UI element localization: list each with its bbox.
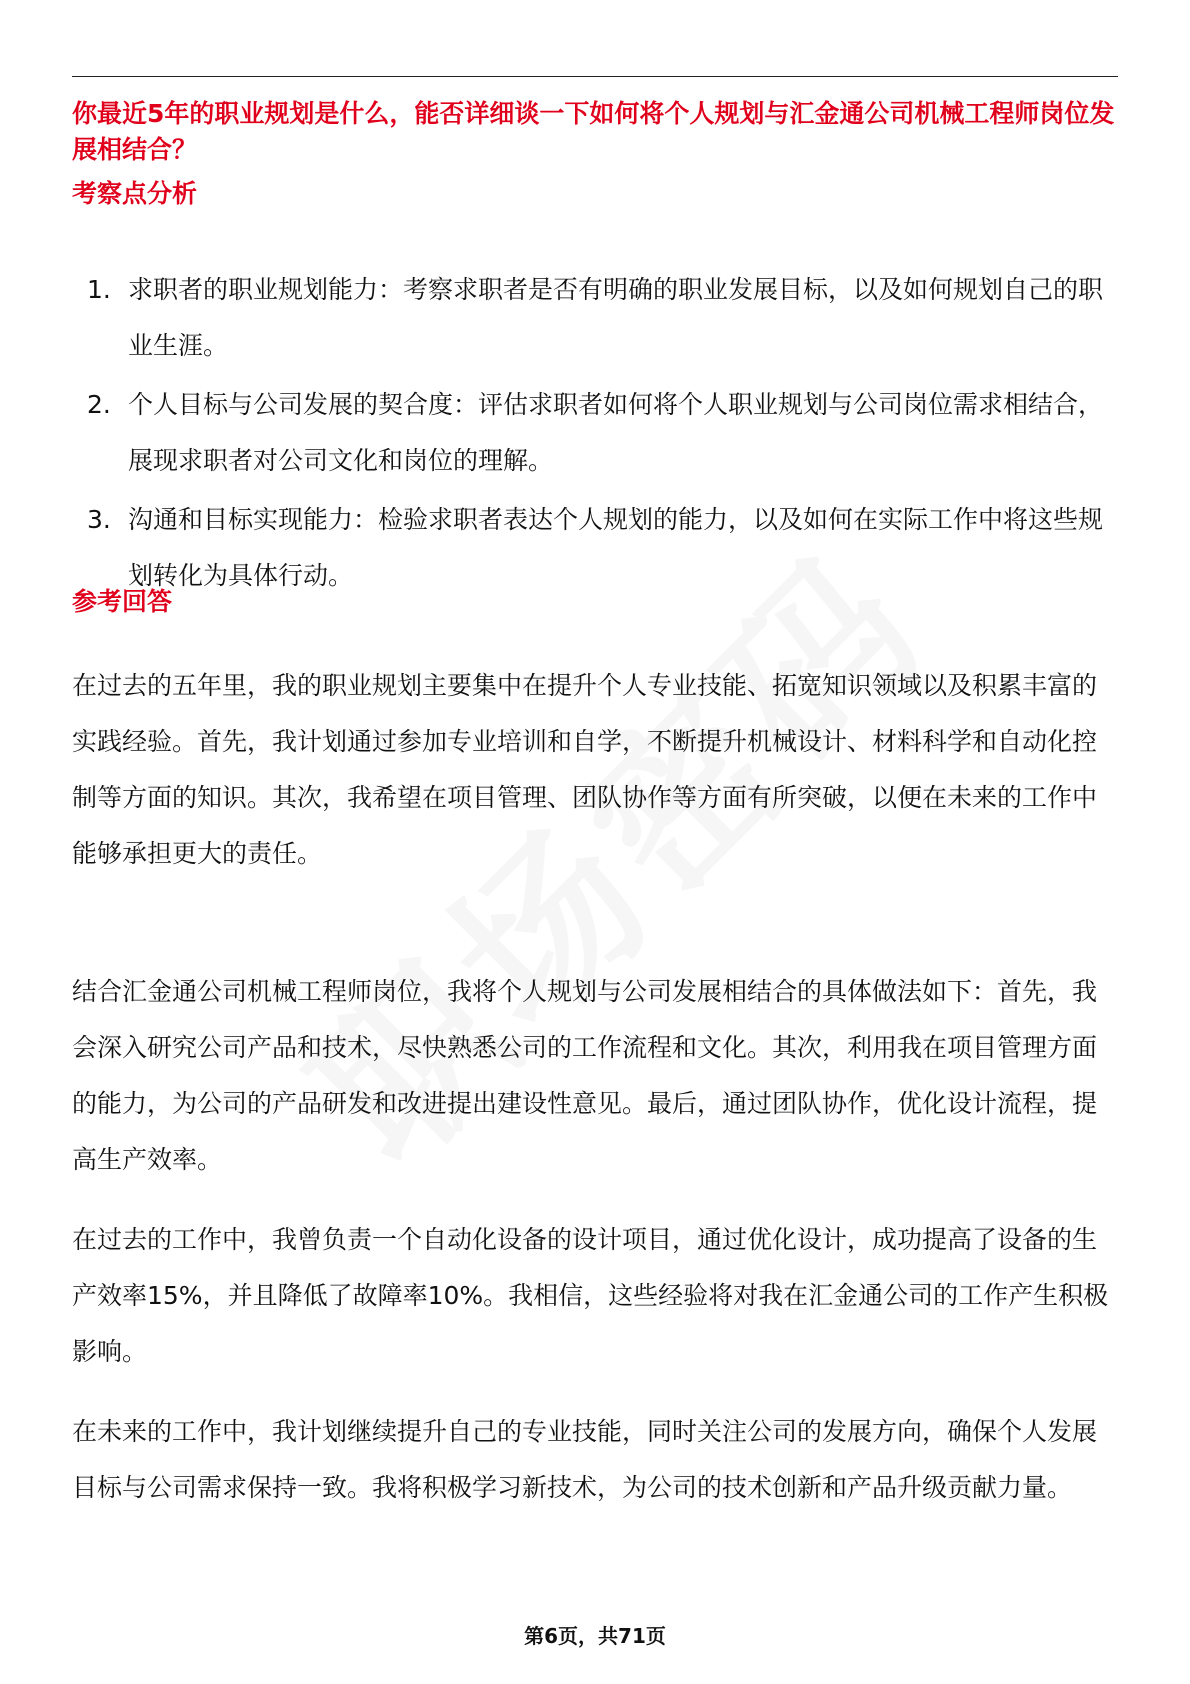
answer-paragraph: 在过去的工作中，我曾负责一个自动化设备的设计项目，通过优化设计，成功提高了设备的生产效率15%，并且降低了故障率10%。我相信，这些经验将对我在汇金通公司的工作产生积极影响。 <box>72 1225 1109 1366</box>
page-number: 第6页，共71页 <box>524 1624 666 1648</box>
analysis-item-text: 个人目标与公司发展的契合度：评估求职者如何将个人职业规划与公司岗位需求相结合，展现求职者对公司文化和岗位的理解。 <box>128 390 1104 475</box>
question-title: 你最近5年的职业规划是什么，能否详细谈一下如何将个人规划与汇金通公司机械工程师岗位发展相结合？ <box>72 99 1115 164</box>
analysis-item-number: 2. <box>87 390 111 419</box>
analysis-item <box>72 262 1118 374</box>
top-divider <box>72 76 1118 77</box>
analysis-item-text: 求职者的职业规划能力：考察求职者是否有明确的职业发展目标，以及如何规划自己的职业生涯。 <box>128 275 1104 360</box>
analysis-heading: 考察点分析 <box>72 179 198 208</box>
analysis-item-number: 3. <box>87 505 111 534</box>
answer-paragraph: 在未来的工作中，我计划继续提升自己的专业技能，同时关注公司的发展方向，确保个人发展目标与公司需求保持一致。我将积极学习新技术，为公司的技术创新和产品升级贡献力量。 <box>72 1417 1098 1502</box>
answer-heading: 参考回答 <box>72 587 173 616</box>
analysis-item <box>72 377 1118 489</box>
answer-paragraph: 结合汇金通公司机械工程师岗位，我将个人规划与公司发展相结合的具体做法如下：首先，我会深入研究公司产品和技术，尽快熟悉公司的工作流程和文化。其次，利用我在项目管理方面的能力，为公司的产品研发和改进提出建设性意见。最后，通过团队协作，优化设计流程，提高生产效率。 <box>72 977 1098 1174</box>
analysis-item-number: 1. <box>87 275 111 304</box>
analysis-item-text: 沟通和目标实现能力：检验求职者表达个人规划的能力，以及如何在实际工作中将这些规划转化为具体行动。 <box>128 505 1104 590</box>
analysis-item <box>72 492 1118 604</box>
analysis-list <box>72 262 1118 607</box>
answer-paragraph: 在过去的五年里，我的职业规划主要集中在提升个人专业技能、拓宽知识领域以及积累丰富的实践经验。首先，我计划通过参加专业培训和自学，不断提升机械设计、材料科学和自动化控制等方面的知识。其次，我希望在项目管理、团队协作等方面有所突破，以便在未来的工作中能够承担更大的责任。 <box>72 671 1098 868</box>
